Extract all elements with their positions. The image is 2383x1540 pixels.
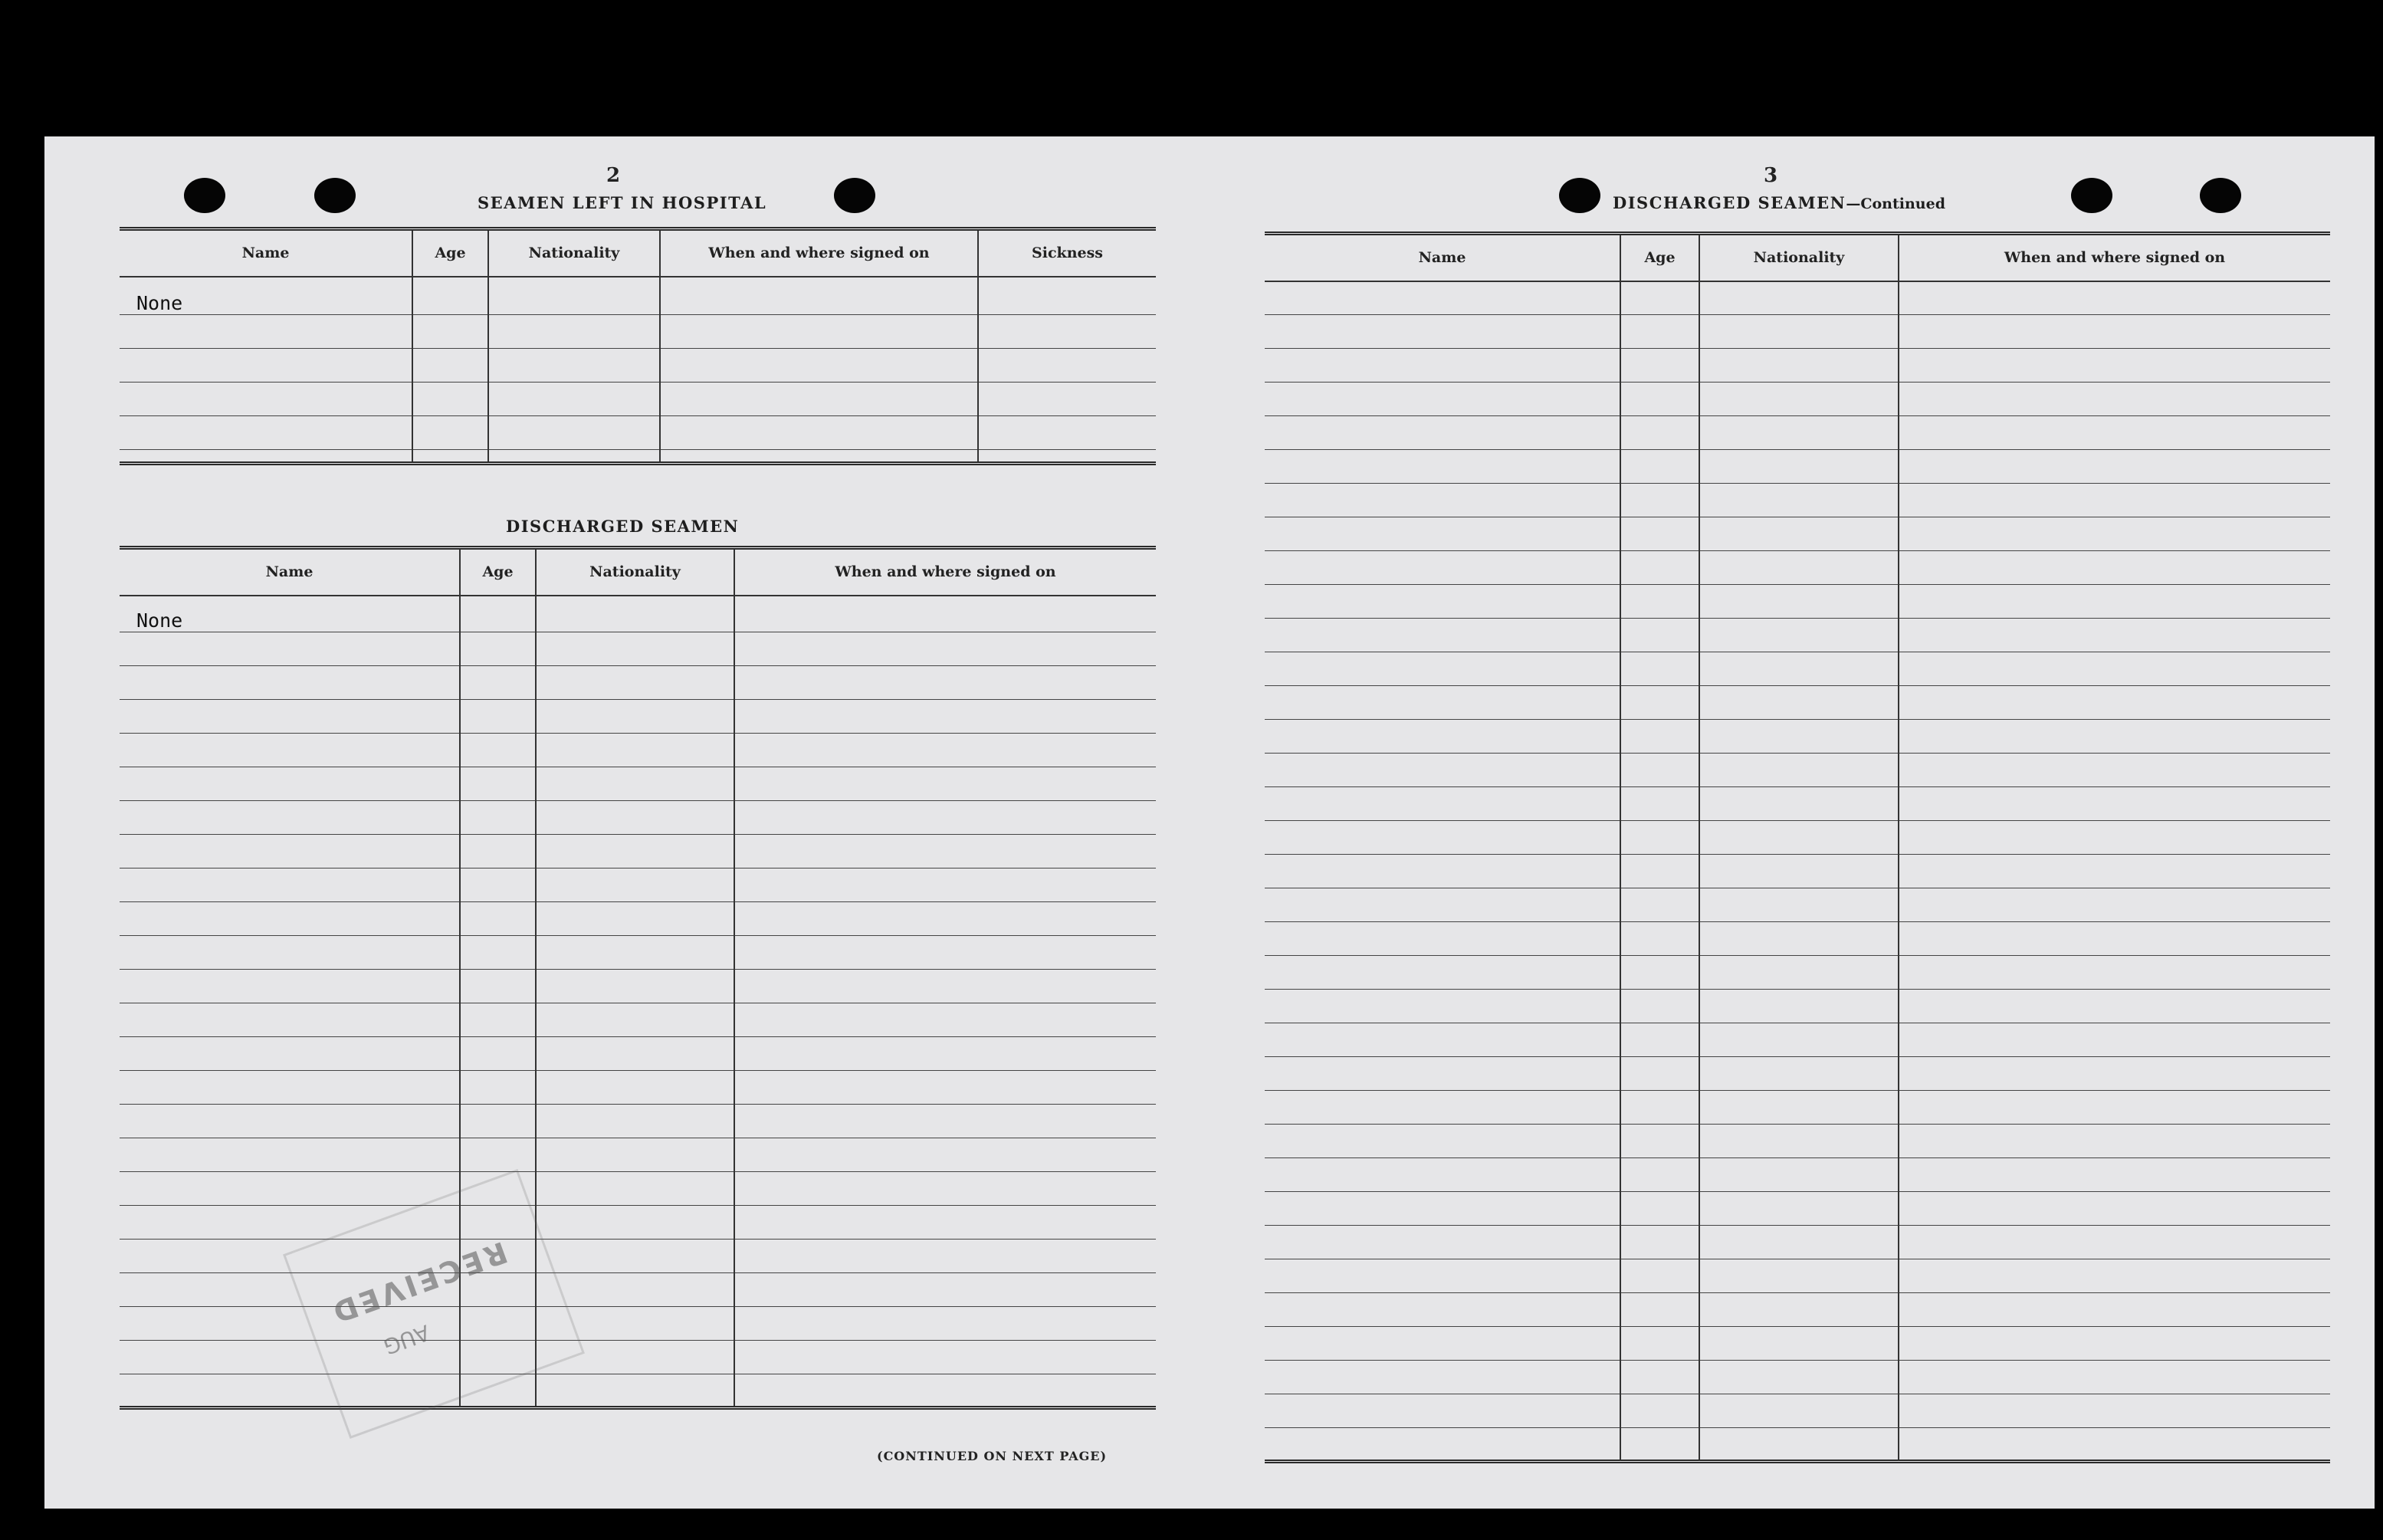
column-header-name: Name [120, 229, 412, 277]
punch-hole [1559, 178, 1600, 213]
column-header-age: Age [460, 548, 536, 596]
column-header-nationality: Nationality [536, 548, 734, 596]
table-row [1265, 1259, 2330, 1293]
table-row [1265, 619, 2330, 652]
column-header-signed-on: When and where signed on [734, 548, 1156, 596]
table-row [120, 700, 1156, 734]
table-row [120, 970, 1156, 1003]
received-stamp: RECEIVED AUG [283, 1169, 585, 1439]
table-row [120, 869, 1156, 902]
table-row [120, 1172, 1156, 1206]
column-header-name: Name [1265, 234, 1620, 281]
table-row [1265, 754, 2330, 787]
table-row [1265, 1361, 2330, 1394]
page-number-left: 2 [606, 164, 621, 187]
table-row [120, 450, 1156, 464]
punch-hole [314, 178, 356, 213]
table-row [1265, 956, 2330, 990]
table-row [120, 666, 1156, 700]
table-row [1265, 990, 2330, 1023]
column-header-nationality: Nationality [488, 229, 660, 277]
discharged-continued-table [1265, 231, 2330, 1463]
table-row [120, 1374, 1156, 1408]
table-row [1265, 517, 2330, 551]
table-row [120, 632, 1156, 666]
column-header-age: Age [1620, 234, 1699, 281]
table-row [120, 1003, 1156, 1037]
table-row [1265, 888, 2330, 922]
table-row [1265, 1023, 2330, 1057]
punch-hole [2200, 178, 2241, 213]
table-row [120, 1206, 1156, 1240]
table-row [1265, 484, 2330, 517]
table-row [120, 936, 1156, 970]
table-row [120, 1138, 1156, 1172]
table-row [1265, 1394, 2330, 1428]
table-row [1265, 821, 2330, 855]
table-row [1265, 922, 2330, 956]
table-row [120, 1341, 1156, 1374]
table-row [120, 1071, 1156, 1105]
column-header-sickness: Sickness [978, 229, 1156, 277]
page-number-right: 3 [1763, 164, 1778, 187]
table-row [120, 277, 1156, 315]
continued-footer: (CONTINUED ON NEXT PAGE) [877, 1449, 1108, 1463]
table-row [1265, 1158, 2330, 1192]
hospital-section-title: SEAMEN LEFT IN HOSPITAL [478, 193, 767, 212]
table-row [120, 801, 1156, 835]
table-row [120, 1273, 1156, 1307]
table-row [1265, 450, 2330, 484]
punch-hole [2071, 178, 2112, 213]
title-suffix: —Continued [1846, 195, 1945, 212]
table-row [1265, 787, 2330, 821]
discharged-table [120, 546, 1156, 1410]
table-row [1265, 383, 2330, 416]
column-header-signed-on: When and where signed on [1899, 234, 2330, 281]
discharged-continued-title [1613, 193, 1945, 212]
table-row [1265, 1327, 2330, 1361]
table-row [1265, 855, 2330, 888]
table-row [1265, 551, 2330, 585]
table-row [120, 349, 1156, 383]
table-row [1265, 1428, 2330, 1462]
document-sheet [44, 136, 2375, 1509]
table-row [1265, 1091, 2330, 1125]
table-row [120, 902, 1156, 936]
table-row [120, 734, 1156, 767]
table-row [1265, 652, 2330, 686]
table-row [1265, 1192, 2330, 1226]
title-main: DISCHARGED SEAMEN [1613, 193, 1846, 212]
table-row [120, 1240, 1156, 1273]
table-row [120, 767, 1156, 801]
column-header-signed-on: When and where signed on [660, 229, 978, 277]
column-header-age: Age [412, 229, 488, 277]
table-row [1265, 315, 2330, 349]
table-row [1265, 1057, 2330, 1091]
table-row [120, 835, 1156, 869]
table-row [1265, 1293, 2330, 1327]
entry-name: None [120, 596, 460, 632]
table-row [1265, 720, 2330, 754]
column-header-name: Name [120, 548, 460, 596]
table-row [120, 596, 1156, 632]
table-row [120, 383, 1156, 416]
table-row [1265, 686, 2330, 720]
column-header-nationality: Nationality [1699, 234, 1899, 281]
table-row [120, 1307, 1156, 1341]
discharged-section-title: DISCHARGED SEAMEN [506, 517, 740, 536]
entry-name: None [120, 277, 412, 315]
punch-hole [834, 178, 875, 213]
table-row [1265, 1125, 2330, 1158]
hospital-table [120, 227, 1156, 465]
table-row [1265, 349, 2330, 383]
table-row [1265, 585, 2330, 619]
table-row [1265, 281, 2330, 315]
table-row [120, 416, 1156, 450]
table-row [120, 1105, 1156, 1138]
table-row [1265, 1226, 2330, 1259]
punch-hole [184, 178, 225, 213]
table-row [120, 315, 1156, 349]
table-row [120, 1037, 1156, 1071]
table-row [1265, 416, 2330, 450]
